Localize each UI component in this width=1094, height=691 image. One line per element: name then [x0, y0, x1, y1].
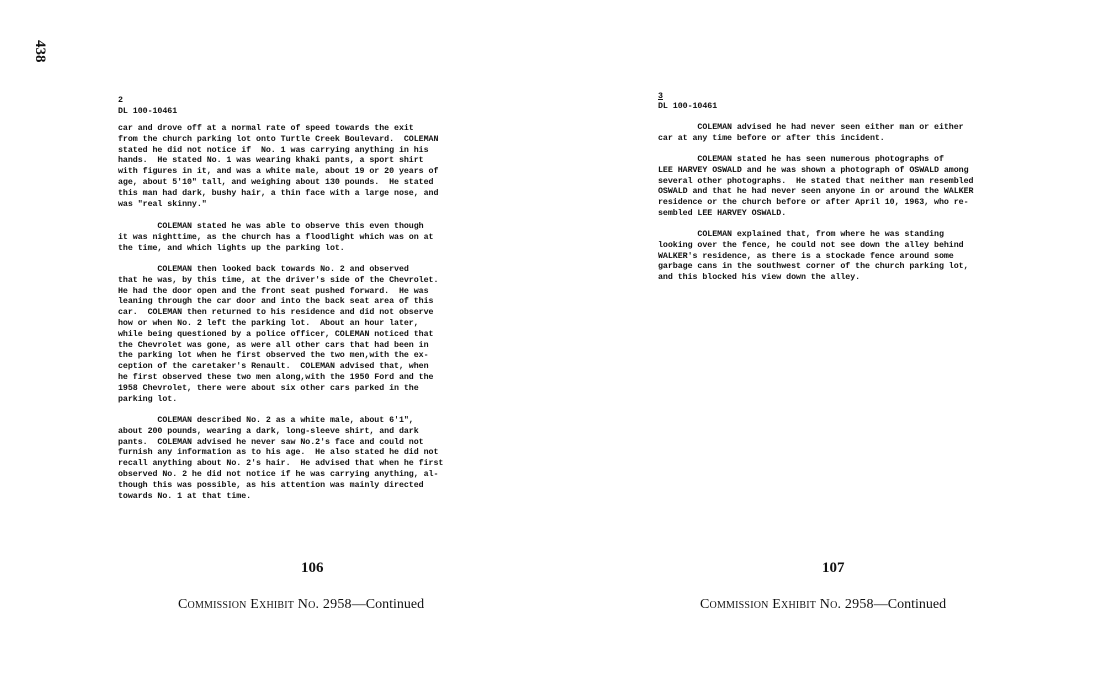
right-paragraph-2 [658, 155, 973, 220]
left-paragraph-1 [118, 124, 438, 210]
text-line: ception of the caretaker's Renault. COLEMAN advised that, when [118, 362, 429, 372]
text-line: how or when No. 2 left the parking lot. About an hour later, [118, 318, 419, 328]
text-line: the Chevrolet was gone, as were all other cars that had been in [118, 340, 429, 350]
volume-page-number: 438 [32, 40, 48, 63]
text-line: that he was, by this time, at the driver's side of the Chevrolet. [118, 275, 439, 285]
text-line: stated he did not notice if No. 1 was carrying anything in his [118, 145, 429, 155]
text-line: leaning through the car door and into the back seat area of this [118, 297, 434, 307]
text-line: the parking lot when he first observed the two men,with the ex- [118, 351, 429, 361]
text-line: recall anything about No. 2's hair. He advised that when he first [118, 459, 444, 469]
text-line: He had the door open and the front seat pushed forward. He was [118, 286, 429, 296]
text-line: car. COLEMAN then returned to his residence and did not observe [118, 308, 434, 318]
text-line: COLEMAN stated he was able to observe this even though [118, 222, 424, 231]
text-line: looking over the fence, he could not see down the alley behind [658, 240, 964, 250]
text-line: the time, and which lights up the parking lot. [118, 243, 345, 253]
text-line: COLEMAN then looked back towards No. 2 and observed [118, 265, 409, 274]
text-line: car and drove off at a normal rate of speed towards the exit [118, 124, 414, 133]
text-line: COLEMAN advised he had never seen either man or either [658, 123, 964, 132]
right-page [658, 0, 1038, 691]
text-line: it was nighttime, as the church has a floodlight which was on at [118, 232, 434, 242]
text-line: with figures in it, and was a white male, about 19 or 20 years of [118, 167, 439, 177]
right-paragraph-1 [658, 123, 964, 145]
left-page-number-footer: 106 [301, 560, 324, 576]
text-line: car at any time before or after this incident. [658, 133, 885, 143]
text-line: parking lot. [118, 394, 178, 404]
text-line: age, about 5'10" tall, and weighing about 130 pounds. He stated [118, 177, 434, 187]
left-page [118, 0, 518, 691]
text-line: pants. COLEMAN advised he never saw No.2's face and could not [118, 437, 424, 447]
text-line: he first observed these two men along,with the 1950 Ford and the [118, 372, 434, 382]
text-line: several other photographs. He stated that neither man resembled [658, 176, 974, 186]
text-line: while being questioned by a police officer, COLEMAN noticed that [118, 329, 434, 339]
text-line: WALKER's residence, as there is a stockade fence around some [658, 251, 954, 261]
text-line: from the church parking lot onto Turtle Creek Boulevard. COLEMAN [118, 134, 439, 144]
right-exhibit-caption [700, 597, 946, 613]
exhibit-caption-title: Commission Exhibit No. 2958 [178, 597, 352, 612]
text-line: sembled LEE HARVEY OSWALD. [658, 208, 787, 218]
text-line: OSWALD and that he had never seen anyone in or around the WALKER [658, 187, 974, 197]
left-paragraph-3 [118, 265, 438, 405]
text-line: COLEMAN stated he has seen numerous photographs of [658, 155, 944, 164]
left-file-number: DL 100-10461 [118, 107, 178, 116]
left-paragraph-4 [118, 416, 443, 502]
text-line: furnish any information as to his age. He also stated he did not [118, 448, 439, 458]
text-line: and this blocked his view down the alley. [658, 273, 861, 283]
text-line: about 200 pounds, wearing a dark, long-sleeve shirt, and dark [118, 426, 419, 436]
exhibit-caption-title: Commission Exhibit No. 2958 [700, 597, 874, 612]
right-paragraph-3 [658, 230, 969, 284]
right-file-number: DL 100-10461 [658, 102, 718, 111]
exhibit-caption-suffix: —Continued [351, 597, 425, 612]
text-line: residence or the church before or after April 10, 1963, who re- [658, 198, 969, 208]
left-page-number-header: 2 [118, 96, 123, 105]
text-line: garbage cans in the southwest corner of the church parking lot, [658, 262, 969, 272]
left-exhibit-caption [178, 597, 424, 613]
text-line: towards No. 1 at that time. [118, 491, 252, 501]
text-line: 1958 Chevrolet, there were about six other cars parked in the [118, 383, 419, 393]
text-line: LEE HARVEY OSWALD and he was shown a photograph of OSWALD among [658, 165, 969, 175]
text-line: hands. He stated No. 1 was wearing khaki pants, a sport shirt [118, 156, 424, 166]
text-line: was "real skinny." [118, 199, 207, 209]
text-line: observed No. 2 he did not notice if he was carrying anything, al- [118, 469, 439, 479]
text-line: COLEMAN explained that, from where he was standing [658, 230, 944, 239]
right-page-number-header: 3 [658, 92, 663, 101]
right-page-number-footer: 107 [822, 560, 845, 576]
exhibit-caption-suffix: —Continued [873, 597, 947, 612]
text-line: this man had dark, bushy hair, a thin face with a large nose, and [118, 188, 439, 198]
text-line: though this was possible, as his attention was mainly directed [118, 480, 424, 490]
left-paragraph-2 [118, 222, 433, 254]
text-line: COLEMAN described No. 2 as a white male, about 6'1", [118, 416, 414, 425]
